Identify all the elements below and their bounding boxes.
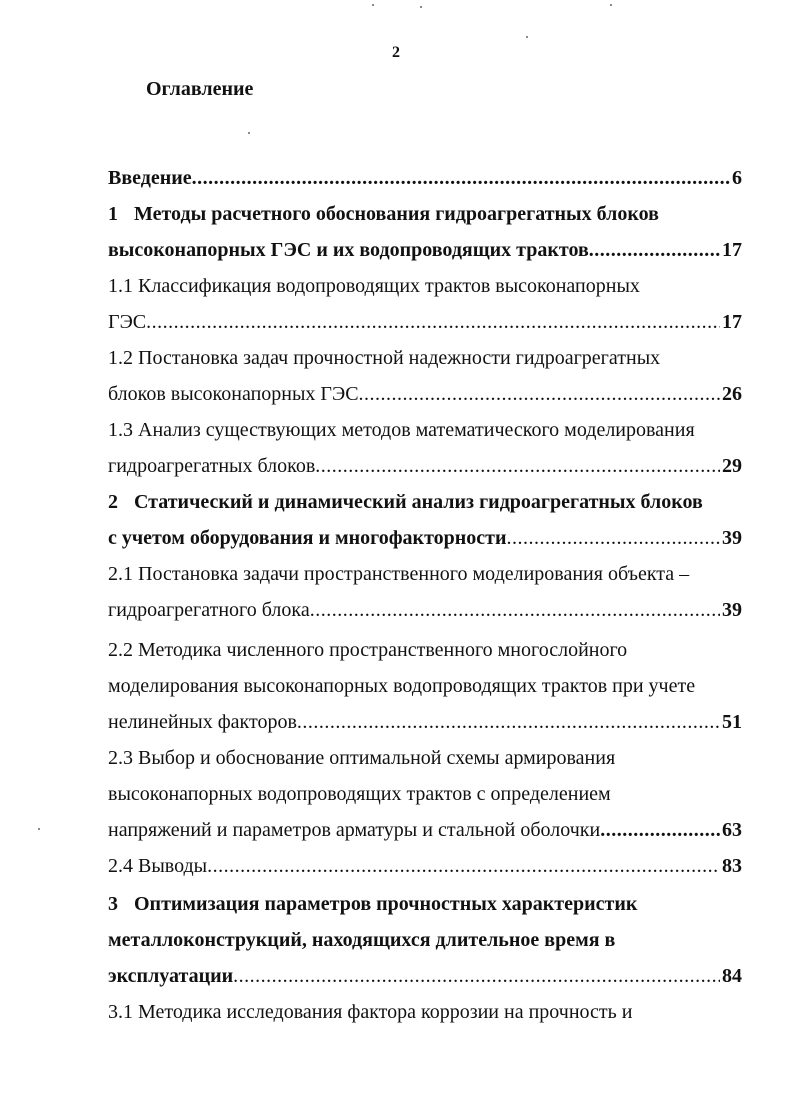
toc-entry-2-3-cont[interactable]: напряжений и параметров арматуры и стальной оболочки ..... 63 xyxy=(108,818,742,842)
page-ref: 17 xyxy=(722,239,742,261)
toc-entry-2-4[interactable]: 2.4 Выводы ..... 83 xyxy=(108,854,742,878)
page-ref: 84 xyxy=(722,965,742,987)
page-title: Оглавление xyxy=(146,78,254,100)
toc-entry-intro[interactable]: Введение ..... 6 xyxy=(108,166,742,190)
toc-entry-1-3-cont[interactable]: гидроагрегатных блоков ..... 29 xyxy=(108,454,742,478)
toc-entry-3-1[interactable]: 3.1 Методика исследования фактора коррозии на прочность и xyxy=(108,1001,633,1023)
toc-entry-2-3[interactable]: 2.3 Выбор и обоснование оптимальной схемы армирования xyxy=(108,747,616,769)
toc-entry-1-3[interactable]: 1.3 Анализ существующих методов математического моделирования xyxy=(108,419,695,441)
scan-speck xyxy=(526,36,528,38)
toc-entry-1-2[interactable]: 1.2 Постановка задач прочностной надежности гидроагрегатных xyxy=(108,347,661,369)
toc-entry-2-1-cont[interactable]: гидроагрегатного блока ..... 39 xyxy=(108,598,742,622)
toc-entry-2-2[interactable]: 2.2 Методика численного пространственного многослойного xyxy=(108,639,628,661)
page-ref: 6 xyxy=(732,167,742,189)
scan-speck xyxy=(372,4,374,6)
toc-entry-chapter-3[interactable]: 3 Оптимизация параметров прочностных характеристик xyxy=(108,893,638,915)
toc-entry-2-2-cont[interactable]: моделирования высоконапорных водопроводящих трактов при учете xyxy=(108,675,696,697)
toc-entry-chapter-3-cont[interactable]: металлоконструкций, находящихся длительное время в xyxy=(108,929,616,951)
page-ref: 29 xyxy=(722,455,742,477)
toc-entry-chapter-2[interactable]: 2 Статический и динамический анализ гидроагрегатных блоков xyxy=(108,491,703,513)
page-ref: 26 xyxy=(722,383,742,405)
page-ref: 39 xyxy=(722,599,742,621)
toc-entry-2-1[interactable]: 2.1 Постановка задачи пространственного моделирования объекта – xyxy=(108,563,690,585)
toc-entry-chapter-1-cont[interactable]: высоконапорных ГЭС и их водопроводящих трактов ..... 17 xyxy=(108,238,742,262)
page-ref: 51 xyxy=(722,711,742,733)
toc-entry-chapter-1[interactable]: 1 Методы расчетного обоснования гидроагрегатных блоков xyxy=(108,203,659,225)
page-ref: 83 xyxy=(722,855,742,877)
scan-speck xyxy=(610,4,612,6)
toc-entry-chapter-2-cont[interactable]: с учетом оборудования и многофакторности ..... 39 xyxy=(108,526,742,550)
toc-entry-2-3-cont[interactable]: высоконапорных водопроводящих трактов с определением xyxy=(108,783,611,805)
page-ref: 63 xyxy=(722,819,742,841)
toc-entry-1-1-cont[interactable]: ГЭС ..... 17 xyxy=(108,310,742,334)
scan-speck xyxy=(38,828,40,830)
page-number: 2 xyxy=(392,44,400,61)
page-ref: 39 xyxy=(722,527,742,549)
toc-entry-1-2-cont[interactable]: блоков высоконапорных ГЭС ..... 26 xyxy=(108,382,742,406)
scan-speck xyxy=(248,132,250,134)
scan-speck xyxy=(420,6,422,8)
toc-entry-2-2-cont[interactable]: нелинейных факторов ..... 51 xyxy=(108,710,742,734)
toc-entry-chapter-3-cont[interactable]: эксплуатации ..... 84 xyxy=(108,964,742,988)
page-ref: 17 xyxy=(722,311,742,333)
toc-entry-1-1[interactable]: 1.1 Классификация водопроводящих трактов высоконапорных xyxy=(108,275,640,297)
